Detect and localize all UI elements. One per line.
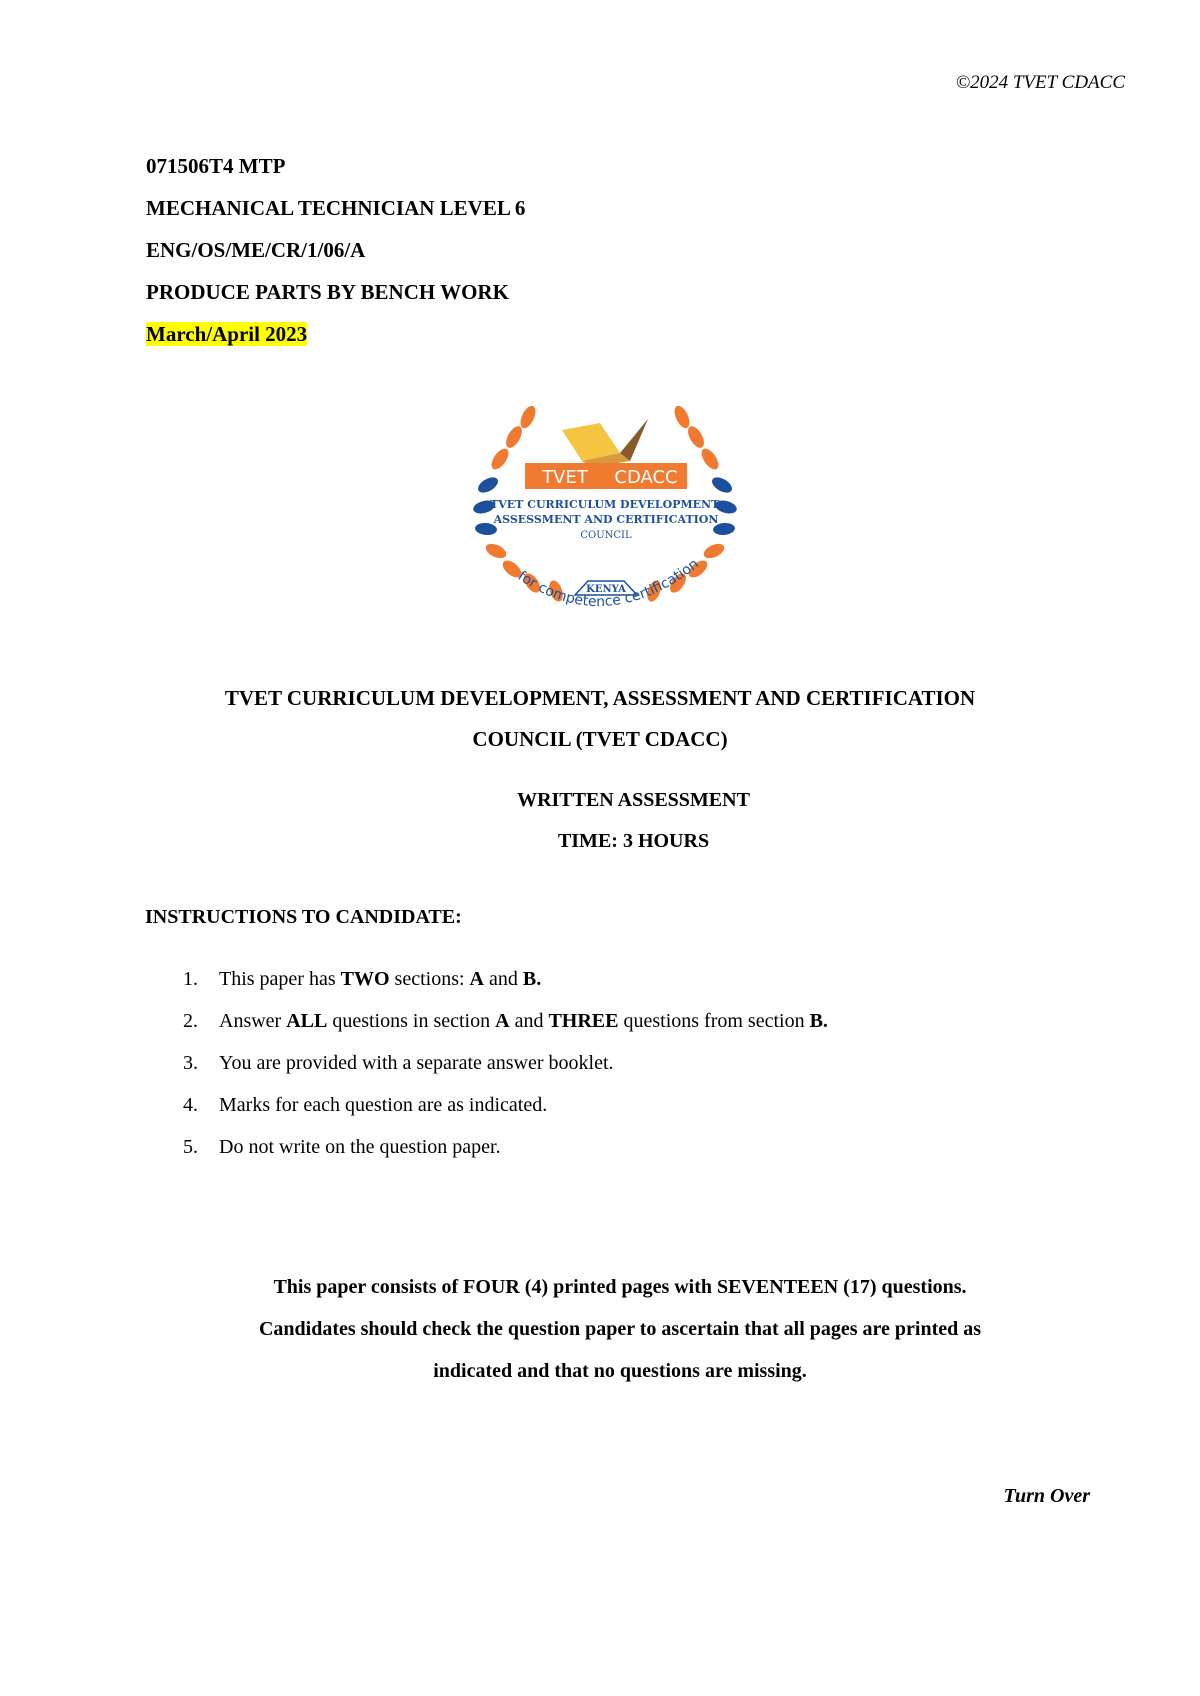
paper-header <box>146 145 525 355</box>
assessment-time: TIME: 3 HOURS <box>557 830 710 852</box>
instruction-emphasis: TWO <box>340 968 390 990</box>
council-line-2: COUNCIL (TVET CDACC) <box>472 727 728 751</box>
tvet-cdacc-logo <box>470 395 740 630</box>
logo-motto: for competence certification <box>514 555 702 611</box>
session-highlight: March/April 2023 <box>146 322 308 346</box>
instructions-list <box>183 958 828 1168</box>
instruction-emphasis: A <box>495 1010 510 1032</box>
instruction-fragment: You are provided with a separate answer booklet. <box>219 1052 614 1074</box>
instruction-item <box>183 1042 828 1084</box>
council-name <box>0 678 1200 760</box>
instruction-emphasis: B. <box>522 968 542 990</box>
turn-over-label: Turn Over <box>1003 1485 1090 1507</box>
notice-line-1: This paper consists of FOUR (4) printed pages with SEVENTEEN (17) questions. <box>273 1276 967 1298</box>
logo-line-3: COUNCIL <box>580 530 632 541</box>
instruction-number: 4. <box>183 1094 198 1116</box>
instruction-item <box>183 958 828 1000</box>
brand-left-text: TVET <box>542 467 588 488</box>
instruction-fragment: questions in section <box>327 1010 496 1032</box>
course-title: MECHANICAL TECHNICIAN LEVEL 6 <box>146 196 526 220</box>
notice-line-3: indicated and that no questions are missing. <box>433 1360 807 1382</box>
instruction-fragment: Answer <box>219 1010 287 1032</box>
instruction-number: 3. <box>183 1052 198 1074</box>
instruction-text <box>219 1084 547 1126</box>
instruction-fragment: This paper has <box>219 968 341 990</box>
instruction-text <box>219 1126 501 1168</box>
unit-code: ENG/OS/ME/CR/1/06/A <box>146 238 366 262</box>
notice-line-2: Candidates should check the question paper to ascertain that all pages are printed as <box>258 1318 982 1340</box>
logo-line-2: ASSESSMENT AND CERTIFICATION <box>493 513 719 526</box>
instruction-text <box>219 1042 614 1084</box>
paper-notice <box>0 1266 1200 1392</box>
instruction-fragment: Do not write on the question paper. <box>219 1136 501 1158</box>
instruction-number: 2. <box>183 1010 198 1032</box>
instruction-fragment: and <box>484 968 523 990</box>
logo-line-1: TVET CURRICULUM DEVELOPMENT, <box>490 498 722 511</box>
instruction-emphasis: ALL <box>286 1010 328 1032</box>
instruction-fragment: questions from section <box>618 1010 810 1032</box>
instruction-emphasis: A <box>469 968 484 990</box>
instruction-fragment: Marks for each question are as indicated. <box>219 1094 548 1116</box>
instruction-emphasis: THREE <box>548 1010 619 1032</box>
instruction-number: 1. <box>183 968 198 990</box>
instruction-fragment: and <box>509 1010 549 1032</box>
book-emblem <box>562 419 648 467</box>
instruction-text <box>219 958 541 1000</box>
copyright-notice: ©2024 TVET CDACC <box>955 72 1125 93</box>
brand-right-text: CDACC <box>614 467 678 488</box>
instruction-emphasis: B. <box>809 1010 828 1032</box>
assessment-type: WRITTEN ASSESSMENT <box>517 789 750 811</box>
unit-title: PRODUCE PARTS BY BENCH WORK <box>146 280 509 304</box>
assessment-info <box>0 780 1200 862</box>
instruction-item <box>183 1000 828 1042</box>
country-text: KENYA <box>586 584 626 595</box>
instruction-fragment: sections: <box>389 968 470 990</box>
instruction-number: 5. <box>183 1136 198 1158</box>
council-line-1: TVET CURRICULUM DEVELOPMENT, ASSESSMENT AND CERTIFICATION <box>224 686 976 710</box>
paper-code: 071506T4 MTP <box>146 154 286 178</box>
exam-session <box>146 313 525 355</box>
instructions-title: INSTRUCTIONS TO CANDIDATE: <box>145 906 462 928</box>
instruction-item <box>183 1126 828 1168</box>
instruction-item <box>183 1084 828 1126</box>
instruction-text <box>219 1000 828 1042</box>
